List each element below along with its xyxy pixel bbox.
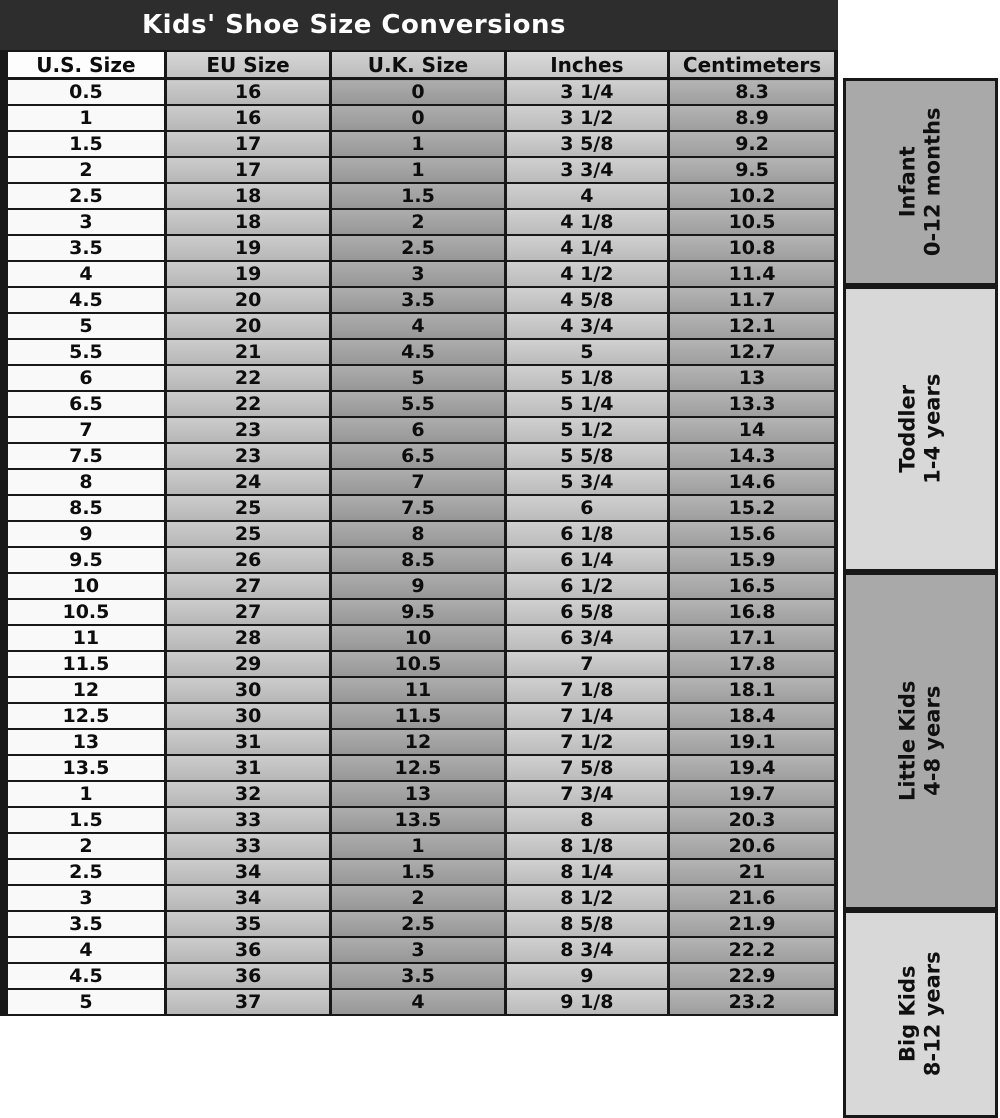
cell-u-k-size: 8 [331, 521, 505, 547]
cell-centimeters: 10.2 [669, 183, 836, 209]
cell-inches: 7 3/4 [505, 781, 668, 807]
cell-u-k-size: 8.5 [331, 547, 505, 573]
cell-u-s-size: 0.5 [4, 79, 165, 106]
cell-inches: 5 3/4 [505, 469, 668, 495]
cell-u-s-size: 5 [4, 989, 165, 1015]
cell-inches: 8 1/8 [505, 833, 668, 859]
cell-centimeters: 9.2 [669, 131, 836, 157]
cell-inches: 6 3/4 [505, 625, 668, 651]
cell-u-k-size: 3 [331, 937, 505, 963]
cell-u-k-size: 2 [331, 885, 505, 911]
age-group-little-kids [843, 572, 998, 910]
age-group-label: Toddler 1-4 years [895, 373, 945, 485]
cell-u-k-size: 4 [331, 989, 505, 1015]
cell-inches: 7 1/4 [505, 703, 668, 729]
cell-centimeters: 16.8 [669, 599, 836, 625]
cell-centimeters: 13 [669, 365, 836, 391]
cell-u-k-size: 1.5 [331, 859, 505, 885]
table-row [4, 157, 836, 183]
cell-u-s-size: 7.5 [4, 443, 165, 469]
cell-eu-size: 16 [165, 105, 330, 131]
cell-centimeters: 21.6 [669, 885, 836, 911]
cell-centimeters: 20.6 [669, 833, 836, 859]
cell-centimeters: 20.3 [669, 807, 836, 833]
cell-centimeters: 9.5 [669, 157, 836, 183]
table-row [4, 729, 836, 755]
age-group-label: Little Kids 4-8 years [895, 680, 945, 802]
cell-inches: 6 1/2 [505, 573, 668, 599]
table-row [4, 885, 836, 911]
cell-centimeters: 8.3 [669, 79, 836, 106]
cell-inches: 6 1/8 [505, 521, 668, 547]
cell-eu-size: 30 [165, 703, 330, 729]
table-row [4, 625, 836, 651]
cell-u-k-size: 1 [331, 833, 505, 859]
cell-u-k-size: 12.5 [331, 755, 505, 781]
cell-u-k-size: 3 [331, 261, 505, 287]
column-header-eu-size: EU Size [165, 51, 330, 79]
cell-eu-size: 20 [165, 287, 330, 313]
age-group-big-kids [843, 910, 998, 1118]
cell-inches: 3 1/2 [505, 105, 668, 131]
cell-u-s-size: 2 [4, 833, 165, 859]
cell-u-s-size: 8.5 [4, 495, 165, 521]
table-row [4, 599, 836, 625]
cell-centimeters: 16.5 [669, 573, 836, 599]
table-row [4, 365, 836, 391]
cell-u-k-size: 11 [331, 677, 505, 703]
cell-eu-size: 36 [165, 963, 330, 989]
cell-centimeters: 14 [669, 417, 836, 443]
cell-u-s-size: 6 [4, 365, 165, 391]
cell-inches: 8 1/2 [505, 885, 668, 911]
cell-inches: 8 5/8 [505, 911, 668, 937]
cell-u-s-size: 1 [4, 105, 165, 131]
cell-eu-size: 32 [165, 781, 330, 807]
age-group-infant [843, 78, 998, 286]
cell-u-k-size: 13.5 [331, 807, 505, 833]
cell-inches: 9 1/8 [505, 989, 668, 1015]
cell-inches: 4 3/4 [505, 313, 668, 339]
table-row [4, 469, 836, 495]
cell-u-k-size: 2.5 [331, 235, 505, 261]
table-row [4, 105, 836, 131]
table-row [4, 833, 836, 859]
cell-centimeters: 22.9 [669, 963, 836, 989]
cell-centimeters: 19.4 [669, 755, 836, 781]
cell-centimeters: 21 [669, 859, 836, 885]
cell-centimeters: 15.6 [669, 521, 836, 547]
table-row [4, 937, 836, 963]
table-row [4, 781, 836, 807]
cell-u-s-size: 7 [4, 417, 165, 443]
cell-u-k-size: 2.5 [331, 911, 505, 937]
cell-eu-size: 27 [165, 599, 330, 625]
cell-u-k-size: 4 [331, 313, 505, 339]
cell-u-k-size: 9 [331, 573, 505, 599]
cell-eu-size: 25 [165, 495, 330, 521]
cell-eu-size: 23 [165, 443, 330, 469]
table-row [4, 495, 836, 521]
cell-eu-size: 23 [165, 417, 330, 443]
cell-u-s-size: 13.5 [4, 755, 165, 781]
cell-eu-size: 21 [165, 339, 330, 365]
cell-inches: 4 [505, 183, 668, 209]
age-group-toddler [843, 286, 998, 572]
table-row [4, 261, 836, 287]
cell-u-s-size: 1 [4, 781, 165, 807]
table-row [4, 521, 836, 547]
table-row [4, 963, 836, 989]
cell-centimeters: 8.9 [669, 105, 836, 131]
cell-eu-size: 26 [165, 547, 330, 573]
cell-eu-size: 34 [165, 859, 330, 885]
table-row [4, 807, 836, 833]
cell-inches: 5 5/8 [505, 443, 668, 469]
table-row [4, 859, 836, 885]
table-row [4, 573, 836, 599]
cell-u-s-size: 6.5 [4, 391, 165, 417]
page-title: Kids' Shoe Size Conversions [142, 10, 566, 40]
cell-inches: 9 [505, 963, 668, 989]
table-row [4, 417, 836, 443]
cell-u-k-size: 2 [331, 209, 505, 235]
table-row [4, 391, 836, 417]
cell-u-s-size: 1.5 [4, 131, 165, 157]
cell-centimeters: 11.4 [669, 261, 836, 287]
cell-u-s-size: 2 [4, 157, 165, 183]
cell-u-s-size: 4.5 [4, 963, 165, 989]
cell-inches: 4 1/2 [505, 261, 668, 287]
cell-eu-size: 16 [165, 79, 330, 106]
cell-eu-size: 33 [165, 833, 330, 859]
cell-u-k-size: 7.5 [331, 495, 505, 521]
cell-eu-size: 24 [165, 469, 330, 495]
cell-u-s-size: 12.5 [4, 703, 165, 729]
title-bar [0, 0, 838, 50]
cell-u-k-size: 1.5 [331, 183, 505, 209]
cell-inches: 8 3/4 [505, 937, 668, 963]
cell-centimeters: 18.1 [669, 677, 836, 703]
cell-centimeters: 15.2 [669, 495, 836, 521]
cell-u-k-size: 13 [331, 781, 505, 807]
cell-inches: 5 1/4 [505, 391, 668, 417]
table-row [4, 677, 836, 703]
table-row [4, 79, 836, 106]
cell-u-s-size: 9.5 [4, 547, 165, 573]
cell-u-k-size: 10 [331, 625, 505, 651]
column-header-u-s-size: U.S. Size [4, 51, 165, 79]
cell-u-s-size: 1.5 [4, 807, 165, 833]
cell-eu-size: 36 [165, 937, 330, 963]
cell-inches: 8 1/4 [505, 859, 668, 885]
table-row [4, 339, 836, 365]
cell-u-k-size: 11.5 [331, 703, 505, 729]
cell-u-k-size: 4.5 [331, 339, 505, 365]
cell-u-s-size: 5 [4, 313, 165, 339]
cell-u-k-size: 1 [331, 131, 505, 157]
cell-centimeters: 17.8 [669, 651, 836, 677]
cell-u-s-size: 3.5 [4, 235, 165, 261]
cell-inches: 5 [505, 339, 668, 365]
cell-u-k-size: 6 [331, 417, 505, 443]
cell-u-s-size: 8 [4, 469, 165, 495]
cell-eu-size: 33 [165, 807, 330, 833]
cell-centimeters: 19.1 [669, 729, 836, 755]
cell-eu-size: 27 [165, 573, 330, 599]
cell-u-k-size: 7 [331, 469, 505, 495]
cell-u-k-size: 10.5 [331, 651, 505, 677]
table-row [4, 313, 836, 339]
table-header-row [4, 51, 836, 79]
cell-inches: 7 5/8 [505, 755, 668, 781]
cell-u-k-size: 5.5 [331, 391, 505, 417]
cell-eu-size: 22 [165, 365, 330, 391]
cell-inches: 3 3/4 [505, 157, 668, 183]
cell-centimeters: 11.7 [669, 287, 836, 313]
table-row [4, 651, 836, 677]
cell-eu-size: 28 [165, 625, 330, 651]
cell-u-k-size: 12 [331, 729, 505, 755]
cell-inches: 6 1/4 [505, 547, 668, 573]
cell-centimeters: 23.2 [669, 989, 836, 1015]
table-row [4, 183, 836, 209]
cell-centimeters: 17.1 [669, 625, 836, 651]
table-row [4, 443, 836, 469]
cell-u-s-size: 3 [4, 209, 165, 235]
cell-u-s-size: 10.5 [4, 599, 165, 625]
cell-inches: 8 [505, 807, 668, 833]
table-row [4, 911, 836, 937]
cell-eu-size: 29 [165, 651, 330, 677]
cell-centimeters: 13.3 [669, 391, 836, 417]
cell-u-s-size: 3.5 [4, 911, 165, 937]
size-conversion-table [0, 50, 838, 1016]
table-row [4, 703, 836, 729]
table-row [4, 287, 836, 313]
cell-centimeters: 12.7 [669, 339, 836, 365]
cell-u-s-size: 12 [4, 677, 165, 703]
cell-u-s-size: 2.5 [4, 859, 165, 885]
cell-centimeters: 10.8 [669, 235, 836, 261]
cell-u-s-size: 4 [4, 261, 165, 287]
cell-inches: 7 1/8 [505, 677, 668, 703]
cell-eu-size: 18 [165, 209, 330, 235]
cell-eu-size: 30 [165, 677, 330, 703]
cell-u-s-size: 9 [4, 521, 165, 547]
cell-u-k-size: 9.5 [331, 599, 505, 625]
cell-u-s-size: 4 [4, 937, 165, 963]
cell-u-k-size: 3.5 [331, 287, 505, 313]
table-row [4, 755, 836, 781]
cell-u-k-size: 0 [331, 79, 505, 106]
column-header-u-k-size: U.K. Size [331, 51, 505, 79]
table-row [4, 989, 836, 1015]
cell-u-k-size: 0 [331, 105, 505, 131]
cell-u-s-size: 2.5 [4, 183, 165, 209]
cell-u-k-size: 1 [331, 157, 505, 183]
table-row [4, 547, 836, 573]
cell-eu-size: 19 [165, 261, 330, 287]
column-header-inches: Inches [505, 51, 668, 79]
cell-u-k-size: 6.5 [331, 443, 505, 469]
cell-eu-size: 35 [165, 911, 330, 937]
cell-inches: 3 1/4 [505, 79, 668, 106]
cell-centimeters: 10.5 [669, 209, 836, 235]
cell-inches: 5 1/8 [505, 365, 668, 391]
cell-eu-size: 17 [165, 157, 330, 183]
cell-centimeters: 18.4 [669, 703, 836, 729]
cell-eu-size: 19 [165, 235, 330, 261]
cell-eu-size: 22 [165, 391, 330, 417]
age-group-sidebar [843, 0, 998, 1077]
cell-eu-size: 34 [165, 885, 330, 911]
cell-centimeters: 14.6 [669, 469, 836, 495]
cell-eu-size: 18 [165, 183, 330, 209]
table-row [4, 131, 836, 157]
cell-eu-size: 25 [165, 521, 330, 547]
cell-u-s-size: 11.5 [4, 651, 165, 677]
cell-inches: 5 1/2 [505, 417, 668, 443]
cell-eu-size: 31 [165, 755, 330, 781]
cell-inches: 6 5/8 [505, 599, 668, 625]
cell-centimeters: 19.7 [669, 781, 836, 807]
cell-eu-size: 17 [165, 131, 330, 157]
cell-u-s-size: 11 [4, 625, 165, 651]
cell-u-s-size: 4.5 [4, 287, 165, 313]
cell-u-k-size: 3.5 [331, 963, 505, 989]
cell-eu-size: 20 [165, 313, 330, 339]
cell-inches: 7 1/2 [505, 729, 668, 755]
cell-centimeters: 21.9 [669, 911, 836, 937]
cell-u-s-size: 3 [4, 885, 165, 911]
cell-centimeters: 15.9 [669, 547, 836, 573]
cell-inches: 6 [505, 495, 668, 521]
cell-inches: 4 1/8 [505, 209, 668, 235]
cell-u-k-size: 5 [331, 365, 505, 391]
cell-eu-size: 31 [165, 729, 330, 755]
cell-centimeters: 22.2 [669, 937, 836, 963]
age-group-label: Big Kids 8-12 years [895, 951, 945, 1077]
cell-inches: 7 [505, 651, 668, 677]
age-group-label: Infant 0-12 months [895, 107, 945, 257]
cell-u-s-size: 5.5 [4, 339, 165, 365]
cell-centimeters: 14.3 [669, 443, 836, 469]
table-row [4, 209, 836, 235]
cell-centimeters: 12.1 [669, 313, 836, 339]
cell-inches: 3 5/8 [505, 131, 668, 157]
cell-inches: 4 1/4 [505, 235, 668, 261]
cell-u-s-size: 10 [4, 573, 165, 599]
cell-u-s-size: 13 [4, 729, 165, 755]
table-row [4, 235, 836, 261]
cell-eu-size: 37 [165, 989, 330, 1015]
cell-inches: 4 5/8 [505, 287, 668, 313]
column-header-centimeters: Centimeters [669, 51, 836, 79]
